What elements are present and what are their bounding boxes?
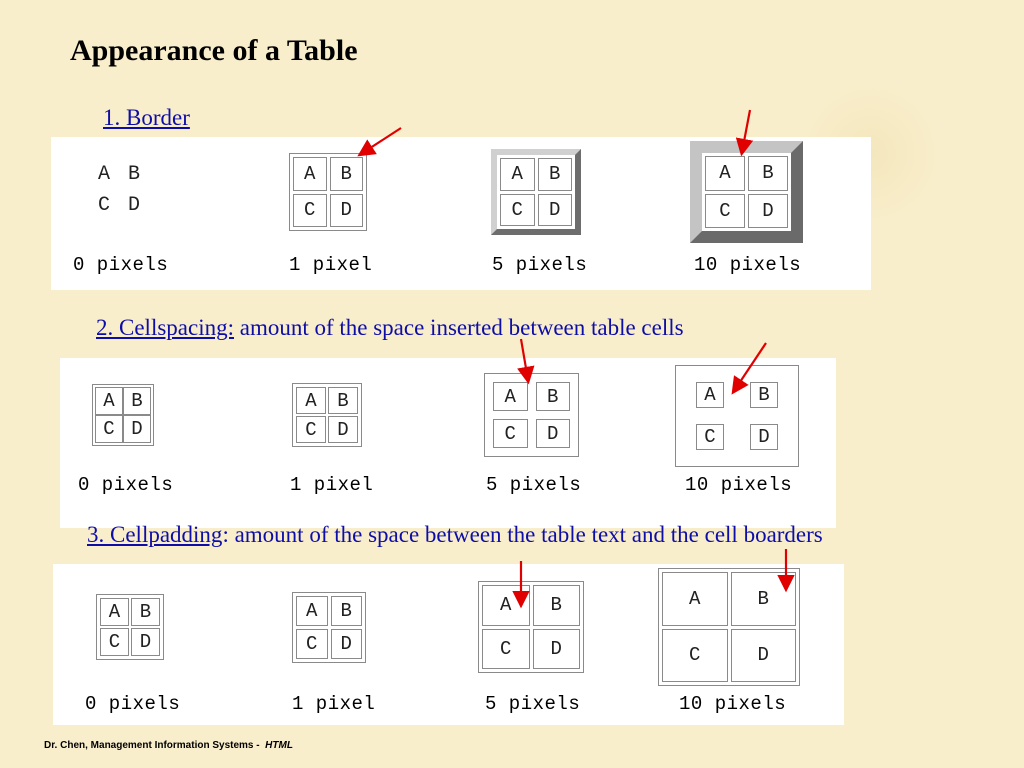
arrow-icon (734, 343, 766, 391)
table-cell-d: D (123, 415, 151, 443)
caption-cellpadding-10: 10 pixels (679, 693, 787, 715)
table-cell-b: B (131, 598, 160, 626)
arrow-icon (742, 110, 750, 152)
table-cell-d: D (750, 424, 778, 450)
table-cell-d: D (131, 628, 160, 656)
table-cell-c: C (293, 194, 327, 228)
table-cell-a: A (696, 382, 724, 408)
table-cell-b: B (748, 156, 788, 191)
table-cell-d: D (330, 194, 364, 228)
table-cell-c: C (296, 416, 326, 443)
table-cell-c: C (662, 629, 728, 683)
table-cell-a: A (500, 158, 535, 191)
arrow-icon (361, 128, 401, 154)
caption-border-5: 5 pixels (492, 254, 588, 276)
table-cell-b: B (731, 572, 797, 626)
table-cell-b: B (536, 382, 571, 411)
slide-footer (44, 740, 293, 751)
caption-cellspacing-5: 5 pixels (486, 474, 582, 496)
table-cell-c: C (493, 419, 528, 448)
table-cell-d: D (731, 629, 797, 683)
table-cell-a: A (493, 382, 528, 411)
table-cell-c: C (705, 194, 745, 229)
footer-author: Dr. Chen, Management Information Systems - (44, 740, 260, 751)
caption-cellspacing-1: 1 pixel (290, 474, 374, 496)
caption-cellpadding-1: 1 pixel (292, 693, 376, 715)
table-cell-a: A (95, 387, 123, 415)
table-cell-a: A (296, 387, 326, 414)
table-cell-d: D (538, 194, 573, 227)
caption-border-1: 1 pixel (289, 254, 373, 276)
table-cell-d: D (533, 629, 581, 670)
table-cell-b: B (533, 585, 581, 626)
section-cellpadding-label: 3. Cellpadding (87, 522, 223, 547)
table-cell-c: C (100, 628, 129, 656)
caption-cellpadding-5: 5 pixels (485, 693, 581, 715)
caption-cellpadding-0: 0 pixels (85, 693, 181, 715)
caption-cellspacing-10: 10 pixels (685, 474, 793, 496)
table-cell-c: C (482, 629, 530, 670)
table-cell-a: A (662, 572, 728, 626)
table-cell-c: C (696, 424, 724, 450)
table-cell-d: D (748, 194, 788, 229)
slide-title: Appearance of a Table (70, 34, 358, 67)
table-cell-a: A (293, 157, 327, 191)
section-cellspacing-label: 2. Cellspacing: (96, 315, 234, 340)
section-cellspacing-desc: amount of the space inserted between table cells (233, 315, 684, 340)
table-cell-b: B (123, 387, 151, 415)
section-border-label: 1. Border (103, 105, 190, 130)
table-cell-b: B (328, 387, 358, 414)
table-cell-c: C (89, 190, 119, 221)
table-cell-b: B (538, 158, 573, 191)
table-cell-c: C (500, 194, 535, 227)
footer-topic: HTML (265, 740, 293, 751)
table-cell-b: B (750, 382, 778, 408)
caption-cellspacing-0: 0 pixels (78, 474, 174, 496)
table-cell-c: C (95, 415, 123, 443)
caption-border-0: 0 pixels (73, 254, 169, 276)
table-cell-d: D (119, 190, 149, 221)
table-cell-d: D (328, 416, 358, 443)
table-cell-b: B (331, 596, 363, 626)
table-cell-a: A (296, 596, 328, 626)
table-cell-c: C (296, 629, 328, 659)
table-cell-a: A (482, 585, 530, 626)
table-cell-b: B (330, 157, 364, 191)
table-cell-d: D (536, 419, 571, 448)
caption-border-10: 10 pixels (694, 254, 802, 276)
table-cell-a: A (100, 598, 129, 626)
table-cell-a: A (705, 156, 745, 191)
section-cellpadding-desc: : amount of the space between the table text and the cell boarders (222, 522, 823, 547)
table-cell-a: A (89, 159, 119, 190)
table-cell-d: D (331, 629, 363, 659)
arrow-icon (521, 339, 528, 380)
table-cell-b: B (119, 159, 149, 190)
